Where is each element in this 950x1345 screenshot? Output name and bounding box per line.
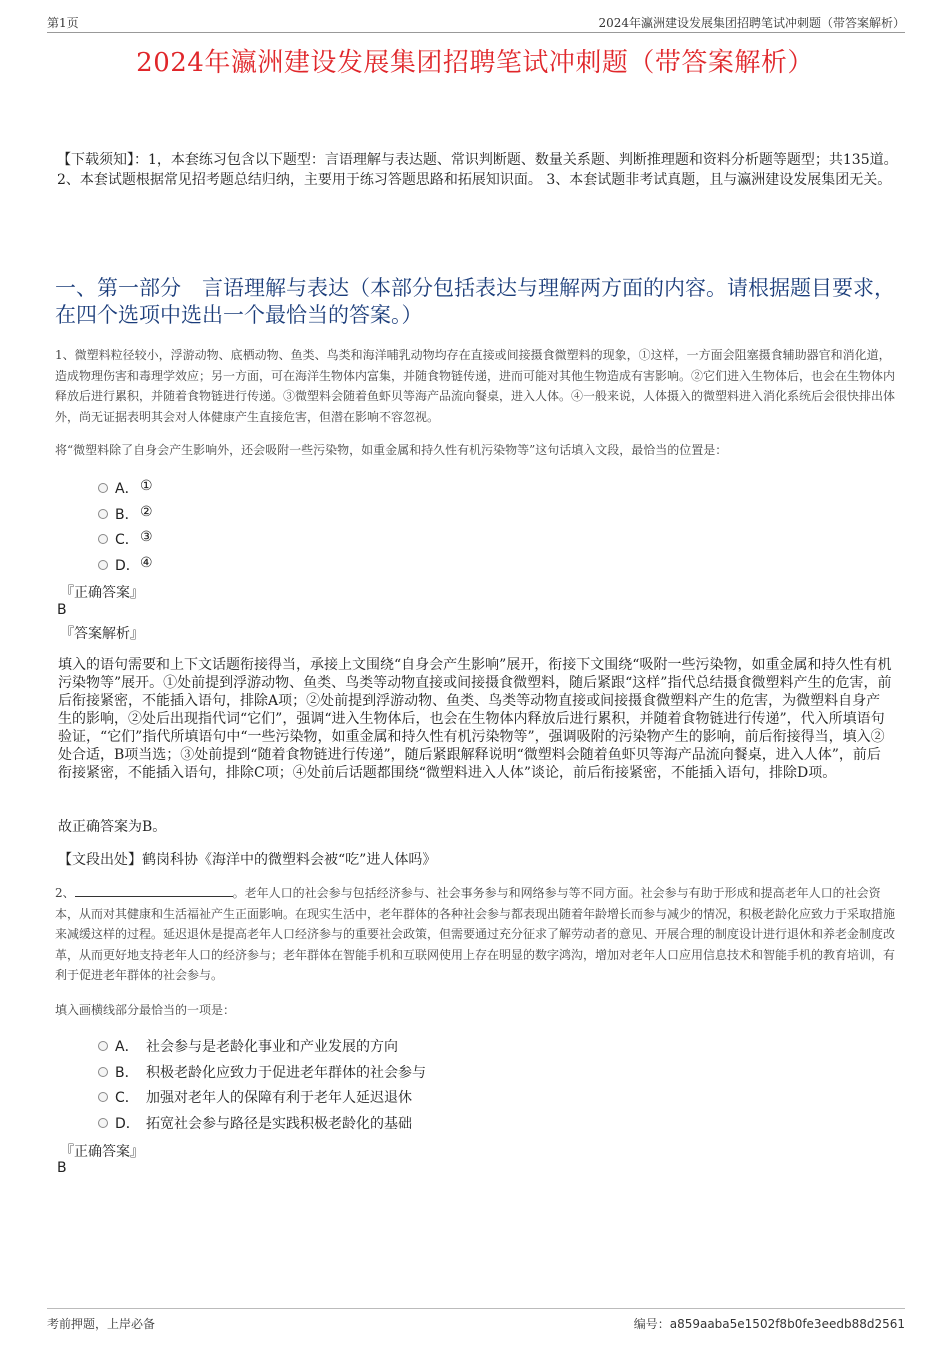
download-notice: 【下载须知】：1，本套练习包含以下题型：言语理解与表达题、常识判断题、数量关系题、判断推理题和资料分析题等题型；共135道。 2、本套试题根据常见招考题总结归纳，主要用于练习答题思路和拓展知识面。 3、本套试题非考试真题，且与瀛洲建设发展集团无关。 [57,152,898,188]
radio-icon[interactable] [98,1067,108,1077]
radio-icon[interactable] [98,1118,108,1128]
radio-icon[interactable] [98,1041,108,1051]
document-code: 编号：a859aaba5e1502f8b0fe3eedb88d2561 [633,1317,905,1331]
fill-blank[interactable] [75,884,233,897]
passage-source: 【文段出处】鹤岗科协《海洋中的微塑料会被“吃”进人体吗》 [58,852,437,868]
page-header [47,12,905,33]
answer-value: B [57,1160,67,1176]
analysis-label: 『答案解析』 [60,626,144,642]
answer-value: B [57,602,67,618]
analysis-text: 填入的语句需要和上下文话题衔接得当，承接上文围绕“自身会产生影响”展开，衔接下文围绕“吸附一些污染物，如重金属和持久性有机污染物等”展开。①处前提到浮游动物、鱼类、鸟类等动物直接或间接摄食微塑料，随后紧跟“这样”指代总结摄食微塑料产生的危害，前后衔接紧密，不能插入语句，排除A项；②处前提到浮游动物、鱼类、鸟类等动物直接或间接摄食微塑料产生的危害，为微塑料自身产生的影响，②处后出现指代词“它们”，强调“进入生物体后，也会在生物体内释放后进行累积，并随着食物链进行传递”，代入所填语句验证，“它们”指代所填语句中“一些污染物，如重金属和持久性有机污染物等”，强调吸附的污染物产生的影响，前后衔接得当，填入②处合适，B项当选；③处前提到“随着食物链进行传递”，随后紧跟解释说明“微塑料会随着鱼虾贝等海产品流向餐桌，进入人体”，前后衔接紧密，不能插入语句，排除C项；④处前后话题都围绕“微塑料进入人体”谈论，前后衔接紧密，不能插入语句，排除D项。 [58,657,892,781]
answer-label: 『正确答案』 [60,585,144,601]
document-title: 2024年瀛洲建设发展集团招聘笔试冲刺题（带答案解析） [136,48,814,78]
question-1-passage: 1、微塑料粒径较小，浮游动物、底栖动物、鱼类、鸟类和海洋哺乳动物均存在直接或间接摄食微塑料的现象，①这样，一方面会阻塞摄食辅助器官和消化道，造成物理伤害和毒理学效应；另一方面，可在海洋生物体内富集，并随食物链传递，进而可能对其他生物造成有害影响。②它们进入生物体后，也会在生物体内释放后进行累积，并随着食物链进行传递。③微塑料会随着鱼虾贝等海产品流向餐桌，进入人体。④一般来说，人体摄入的微塑料进入消化系统后会很快排出体外，尚无证据表明其会对人体健康产生直接危害，但潜在影响不容忽视。 [55,348,896,424]
footer-slogan: 考前押题，上岸必备 [47,1317,156,1331]
page-number: 第1页 [47,16,79,30]
section-heading: 一、第一部分 言语理解与表达（本部分包括表达与理解两方面的内容。请根据题目要求，在四个选项中选出一个最恰当的答案。） [55,276,895,327]
question-1-prompt: 将“微塑料除了自身会产生影响外，还会吸附一些污染物，如重金属和持久性有机污染物等”这句话填入文段，最恰当的位置是： [55,443,728,457]
answer-label: 『正确答案』 [60,1144,144,1160]
radio-icon[interactable] [98,534,108,544]
radio-icon[interactable] [98,483,108,493]
page-footer [47,1308,905,1331]
question-2-prompt: 填入画横线部分最恰当的一项是： [55,1003,236,1017]
radio-icon[interactable] [98,509,108,519]
header-doc-title: 2024年瀛洲建设发展集团招聘笔试冲刺题（带答案解析） [598,16,905,30]
analysis-conclusion: 故正确答案为B。 [58,819,167,835]
question-2-passage: 2、 。老年人口的社会参与包括经济参与、社会事务参与和网络参与等不同方面。社会参与有助于形成和提高老年人口的社会资本，从而对其健康和生活福祉产生正面影响。在现实生活中，老年群体的各种社会参与都表现出随着年龄增长而参与减少的情况，积极老龄化应致力于采取措施来减缓这样的过程。延迟退休是提高老年人口经济参与的重要社会政策，但需要通过充分征求了解劳动者的意见、开展合理的制度设计进行退休和养老金制度改革，从而更好地支持老年人口的经济参与；老年群体在智能手机和互联网使用上存在明显的数字鸿沟，增加对老年人口应用信息技术和智能手机的教育培训，有利于促进老年群体的社会参与。 [55,886,896,982]
radio-icon[interactable] [98,1092,108,1102]
radio-icon[interactable] [98,560,108,570]
